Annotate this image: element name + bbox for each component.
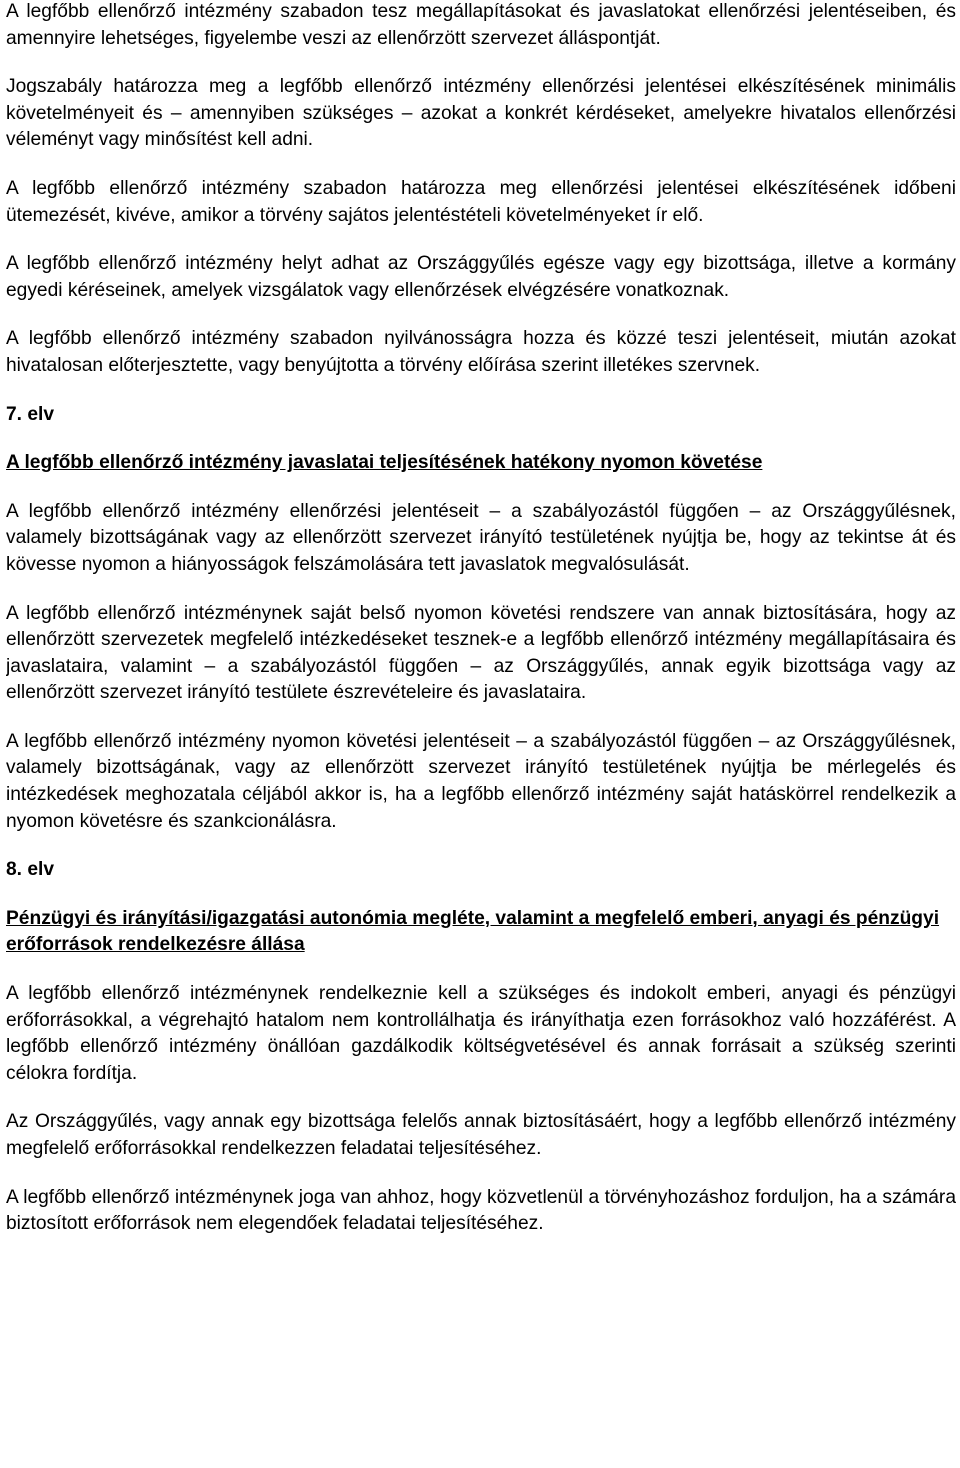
- paragraph-report-requirements: Jogszabály határozza meg a legfőbb ellenőrző intézmény ellenőrzési jelentései elkészítésének minimális követelményeit és – amennyiben szükséges – azokat a konkrét kérdéseket, amelyekre hivatalos ellenőrzési véleményt vagy minősítést kell adni.: [6, 76, 956, 151]
- paragraph-follow-up-reports: A legfőbb ellenőrző intézmény nyomon követési jelentéseit – a szabályozástól függően – az Országgyűlésnek, valamely bizottságának, vagy az ellenőrzött szervezet irányító testületének nyújtja be mérlegelés és intézkedések meghozatala céljából akkor is, ha a legfőbb ellenőrző intézmény saját hatáskörrel rendelkezik a nyomon követésre és szankcionálásra.: [6, 730, 956, 832]
- paragraph-report-timing: A legfőbb ellenőrző intézmény szabadon határozza meg ellenőrzési jelentései elkészítésének időbeni ütemezését, kivéve, amikor a törvény sajátos jelentéstételi követelményeket ír elő.: [6, 177, 956, 226]
- paragraph-findings-freedom: A legfőbb ellenőrző intézmény szabadon tesz megállapításokat és javaslatokat ellenőrzési jelentéseiben, és amennyire lehetséges, figyelembe veszi az ellenőrzött szervezet álláspontját.: [6, 1, 956, 49]
- paragraph-report-submission: A legfőbb ellenőrző intézmény ellenőrzési jelentéseit – a szabályozástól függően – az Országgyűlésnek, valamely bizottságának vagy az ellenőrzött szervezet irányító testületének nyújtja be, hogy az tekintse át és kövesse nyomon a hiányosságok felszámolására tett javaslatok megvalósulását.: [6, 500, 956, 575]
- principle-7-title: A legfőbb ellenőrző intézmény javaslatai teljesítésének hatékony nyomon követése: [6, 452, 763, 474]
- document-page: [6, 0, 956, 1468]
- paragraph-parliament-responsibility: Az Országgyűlés, vagy annak egy bizottsága felelős annak biztosításáért, hogy a legfőbb ellenőrző intézmény megfelelő erőforrásokkal rendelkezzen feladatai teljesítéséhez.: [6, 1111, 956, 1159]
- principle-8-title: Pénzügyi és irányítási/igazgatási autonómia megléte, valamint a megfelelő emberi, anyagi és pénzügyi erőforrások rendelkezésre állása: [6, 907, 940, 956]
- principle-8-number: 8. elv: [6, 859, 55, 881]
- paragraph-publication: A legfőbb ellenőrző intézmény szabadon nyilvánosságra hozza és közzé teszi jelentéseit, miután azokat hivatalosan előterjesztette, vagy benyújtotta a törvény előírása szerint illetékes szervnek.: [6, 328, 956, 376]
- paragraph-specific-requests: A legfőbb ellenőrző intézmény helyt adhat az Országgyűlés egésze vagy egy bizottsága, illetve a kormány egyedi kéréseinek, amelyek vizsgálatok vagy ellenőrzések elvégzésére vonatkoznak.: [6, 253, 956, 301]
- paragraph-direct-appeal: A legfőbb ellenőrző intézménynek joga van ahhoz, hogy közvetlenül a törvényhozáshoz forduljon, ha a számára biztosított erőforrások nem elegendőek feladatai teljesítéséhez.: [6, 1186, 956, 1235]
- principle-7-number: 7. elv: [6, 403, 55, 425]
- paragraph-resources: A legfőbb ellenőrző intézménynek rendelkeznie kell a szükséges és indokolt emberi, anyagi és pénzügyi erőforrásokkal, a végrehajtó hatalom nem kontrollálhatja és irányíthatja ezen forrásokhoz való hozzáférést. A legfőbb ellenőrző intézmény önállóan gazdálkodik költségvetésével és annak forrásait a szükség szerinti célokra fordítja.: [6, 983, 956, 1084]
- paragraph-internal-follow-up: A legfőbb ellenőrző intézménynek saját belső nyomon követési rendszere van annak biztosítására, hogy az ellenőrzött szervezetek megfelelő intézkedéseket tesznek-e a legfőbb ellenőrző intézmény megállapításaira és javaslataira, valamint – a szabályozástól függően – az Országgyűlés, annak egyik bizottsága vagy az ellenőrzött szervezet irányító testülete észrevételeire és javaslataira.: [6, 602, 956, 704]
